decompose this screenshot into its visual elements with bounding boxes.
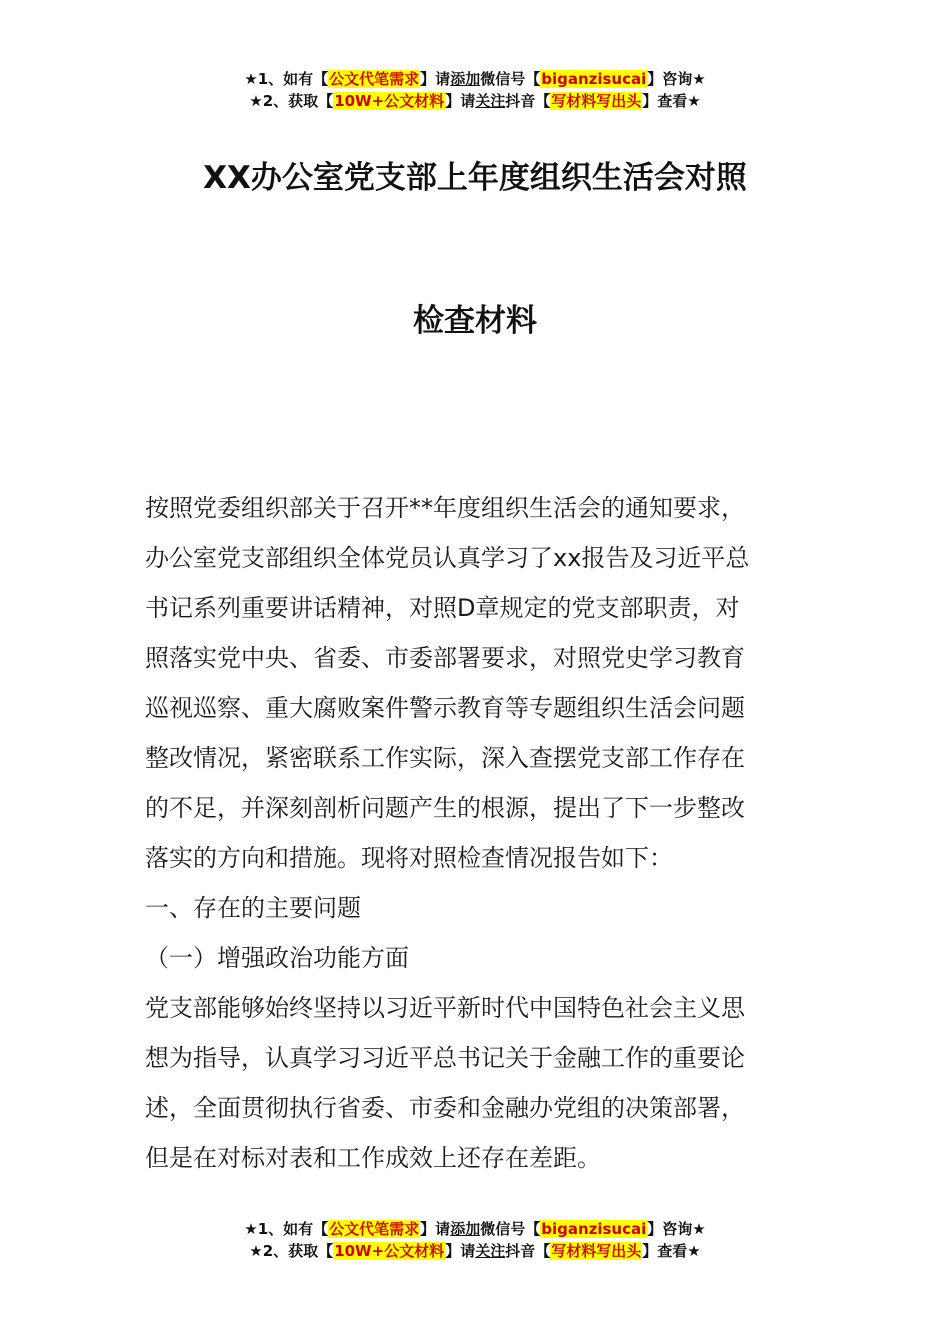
text-line: 但是在对标对表和工作成效上还存在差距。 [145,1144,601,1172]
document-body [145,483,810,1183]
text-line: 党支部能够始终坚持以习近平新时代中国特色社会主义思 [145,994,745,1022]
promo-highlight: 公文代笔需求 [329,1220,420,1238]
section-heading-1: 一、存在的主要问题 [145,894,361,922]
promo-highlight: 10W+公文材料 [334,92,445,110]
text-line: 巡视巡察、重大腐败案件警示教育等专题组织生活会问题 [145,694,745,722]
text-line: 述，全面贯彻执行省委、市委和金融办党组的决策部署， [145,1094,745,1122]
promo-highlight: 10W+公文材料 [334,1242,445,1260]
promo-banner-bottom [0,1218,950,1262]
promo-line-1: ★1、如有【公文代笔需求】请添加微信号【biganzisucai】咨询★ [244,1220,706,1238]
intro-paragraph [145,483,810,883]
document-title-line-2: 检查材料 [413,303,537,339]
text-line: 落实的方向和措施。现将对照检查情况报告如下： [145,844,673,872]
text-line: 整改情况，紧密联系工作实际，深入查摆党支部工作存在 [145,744,745,772]
text-line: 按照党委组织部关于召开**年度组织生活会的通知要求， [145,494,745,522]
document-title-line-1: XX办公室党支部上年度组织生活会对照 [203,160,747,196]
promo-line-1: ★1、如有【公文代笔需求】请添加微信号【biganzisucai】咨询★ [244,70,706,88]
promo-wechat-id: biganzisucai [541,1220,647,1238]
promo-line-2: ★2、获取【10W+公文材料】请关注抖音【写材料写出头】查看★ [249,1242,701,1260]
text-line: 想为指导，认真学习习近平总书记关于金融工作的重要论 [145,1044,745,1072]
text-line: 的不足，并深刻剖析问题产生的根源，提出了下一步整改 [145,794,745,822]
promo-banner-top [0,68,950,112]
promo-underline: 添加 [450,70,481,88]
promo-highlight: 公文代笔需求 [329,70,420,88]
text-line: 办公室党支部组织全体党员认真学习了xx报告及习近平总 [145,544,750,572]
section-heading-2: （一）增强政治功能方面 [145,944,409,972]
promo-douyin-id: 写材料写出头 [551,1242,642,1260]
text-line: 照落实党中央、省委、市委部署要求，对照党史学习教育 [145,644,745,672]
text-line: 书记系列重要讲话精神，对照D章规定的党支部职责，对 [145,594,740,622]
promo-wechat-id: biganzisucai [541,70,647,88]
promo-underline: 关注 [475,1242,506,1260]
political-function-paragraph [145,983,810,1183]
promo-line-2: ★2、获取【10W+公文材料】请关注抖音【写材料写出头】查看★ [249,92,701,110]
promo-underline: 关注 [475,92,506,110]
promo-underline: 添加 [450,1220,481,1238]
promo-douyin-id: 写材料写出头 [551,92,642,110]
